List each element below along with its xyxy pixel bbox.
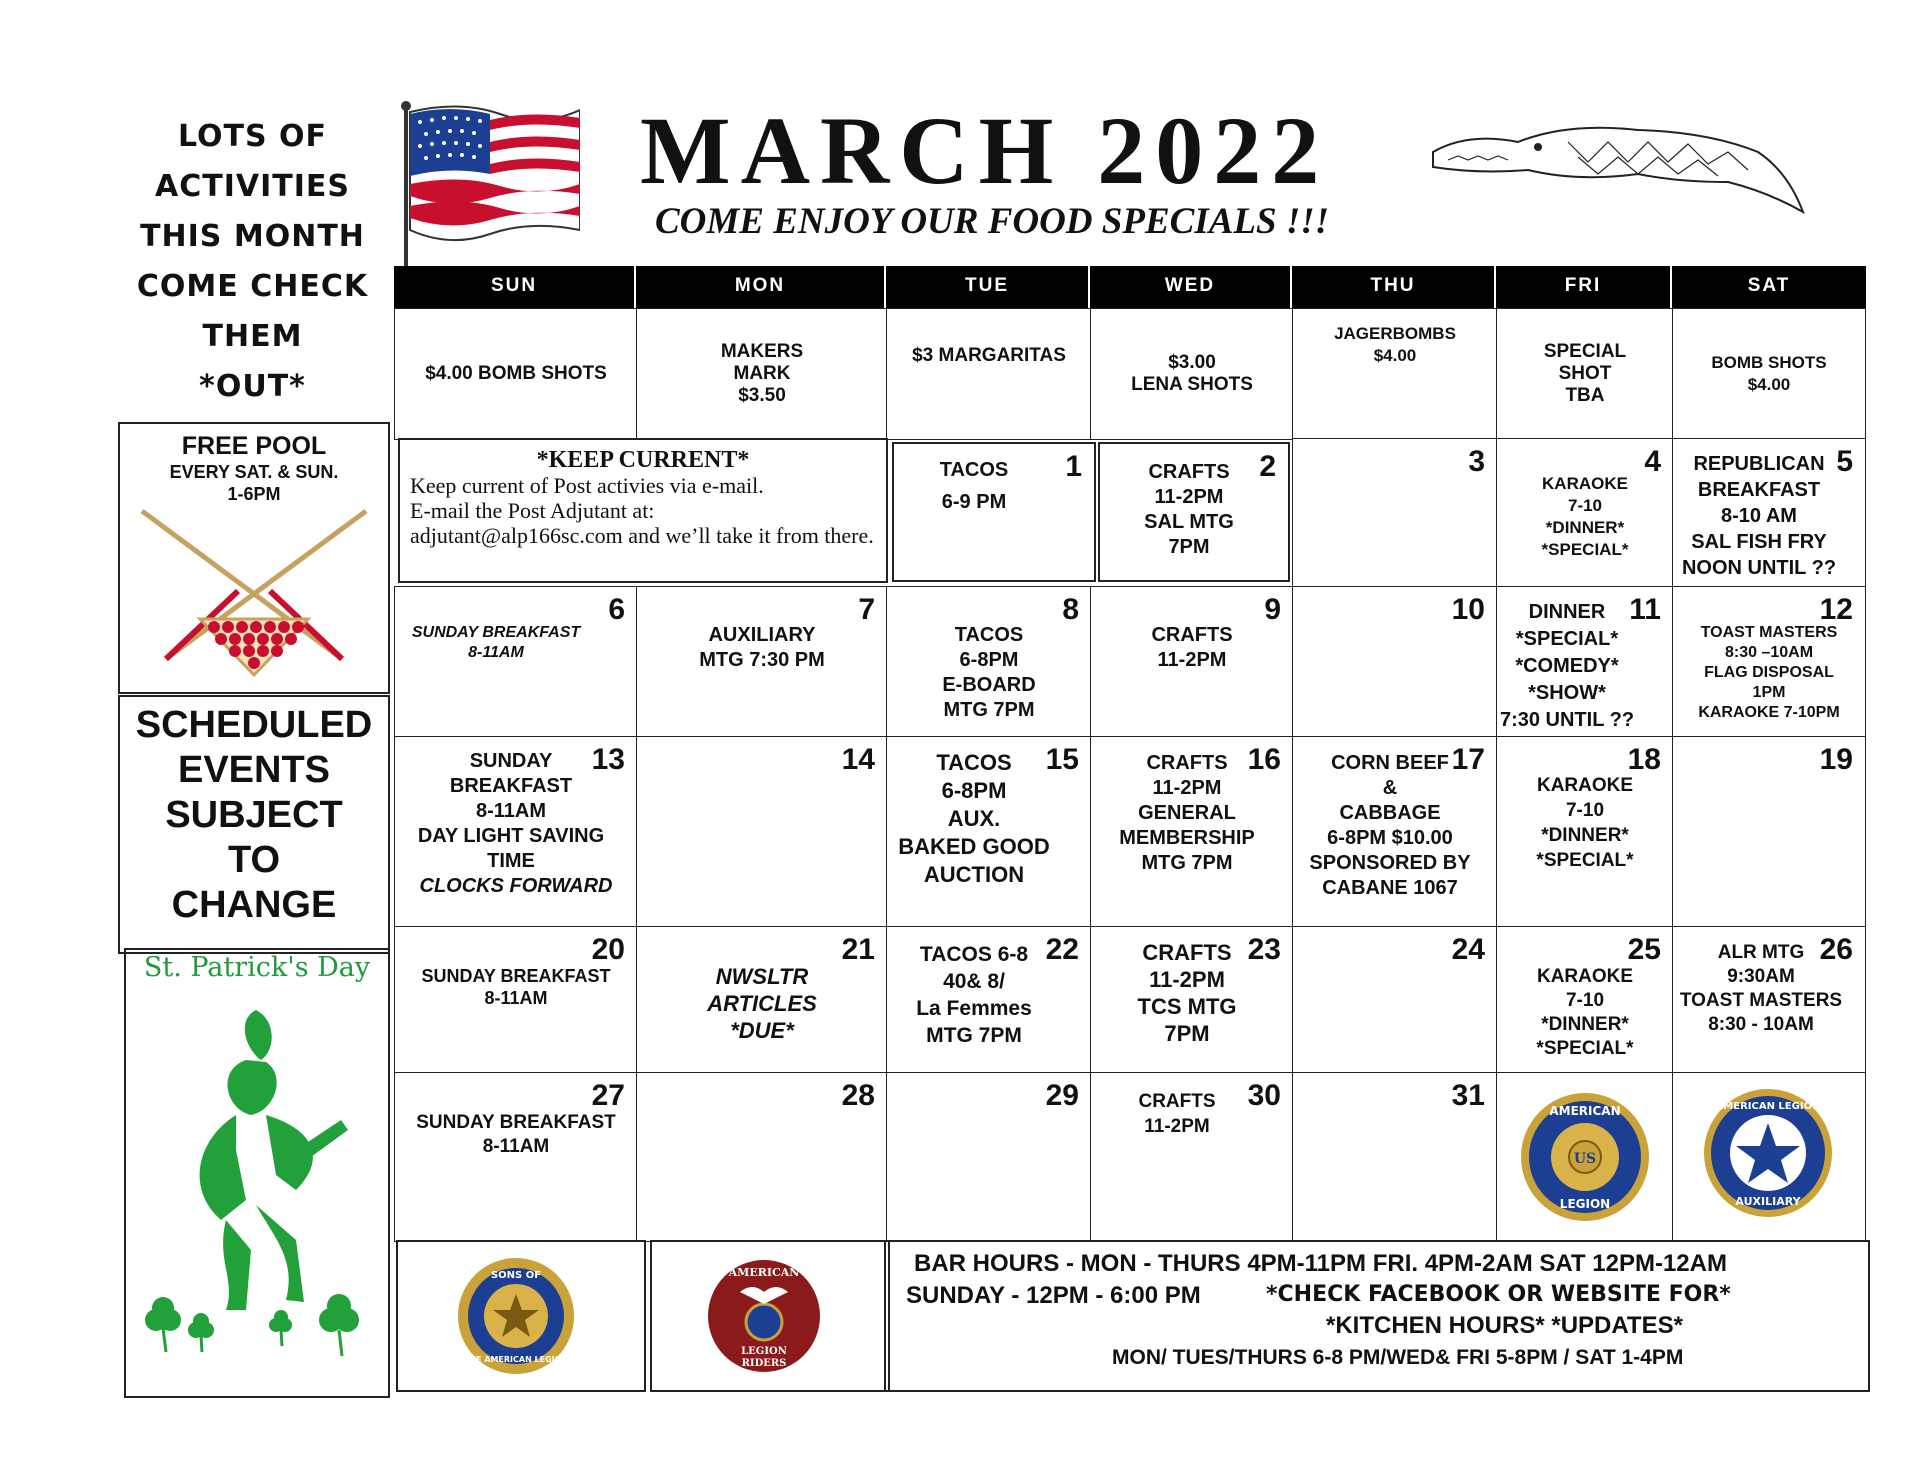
legion-logo-top: AMERICAN bbox=[1549, 1104, 1621, 1118]
clocks-forward: CLOCKS FORWARD bbox=[419, 875, 613, 897]
day-cell-6: 6 SUNDAY BREAKFAST 8-11AM bbox=[394, 586, 638, 738]
weekday-header-row bbox=[394, 266, 1866, 308]
day-cell-13: 13 SUNDAY BREAKFAST 8-11AM DAY LIGHT SAVING TIME CLOCKS FORWARD bbox=[394, 736, 638, 928]
page-title: MARCH 2022 bbox=[640, 97, 1330, 204]
keep-current-line2: E-mail the Post Adjutant at: bbox=[410, 498, 655, 523]
day-cell-30: 30 CRAFTS 11-2PM bbox=[1090, 1072, 1294, 1242]
side-line: THIS MONTH bbox=[140, 219, 365, 254]
special-thu: JAGERBOMBS $4.00 bbox=[1292, 308, 1498, 440]
svg-text:US: US bbox=[1573, 1151, 1597, 1167]
day-cell-28: 28 bbox=[636, 1072, 888, 1242]
sons-logo-bottom: THE AMERICAN LEGION bbox=[463, 1355, 569, 1364]
kitchen-hours-detail: MON/ TUES/THURS 6-8 PM/WED& FRI 5-8PM / SAT 1-4PM bbox=[1112, 1346, 1684, 1369]
side-line: COME CHECK bbox=[136, 269, 369, 304]
day-cell-27: 27 SUNDAY BREAKFAST 8-11AM bbox=[394, 1072, 638, 1242]
special-wed: $3.00 LENA SHOTS bbox=[1090, 308, 1294, 440]
day-cell-10: 10 bbox=[1292, 586, 1498, 738]
scheduled-events-box bbox=[118, 695, 390, 954]
kitchen-hours: *KITCHEN HOURS* *UPDATES* bbox=[1326, 1312, 1683, 1339]
day-cell-4: 4 KARAOKE 7-10 *DINNER* *SPECIAL* bbox=[1496, 438, 1674, 588]
day-cell-17: 17 CORN BEEF & CABBAGE 6-8PM $10.00 SPONSORED BY CABANE 1067 bbox=[1292, 736, 1498, 928]
day-cell-29: 29 bbox=[886, 1072, 1092, 1242]
header-sat: SAT bbox=[1747, 275, 1791, 296]
american-flag-icon bbox=[400, 100, 580, 270]
special-tue: $3 MARGARITAS bbox=[886, 308, 1092, 440]
bar-hours-box bbox=[884, 1240, 1870, 1392]
alligator-icon bbox=[1428, 112, 1808, 242]
sched-line: SCHEDULED bbox=[135, 704, 373, 746]
day-cell-31: 31 bbox=[1292, 1072, 1498, 1242]
sched-line: CHANGE bbox=[171, 884, 337, 926]
sons-logo-box bbox=[396, 1240, 646, 1392]
day-cell-15: 15 TACOS 6-8PM AUX. BAKED GOOD AUCTION bbox=[886, 736, 1092, 928]
side-banner bbox=[100, 112, 405, 412]
bar-hours-sunday: SUNDAY - 12PM - 6:00 PM bbox=[906, 1282, 1201, 1309]
page-subtitle: COME ENJOY OUR FOOD SPECIALS !!! bbox=[655, 201, 1330, 242]
day-cell-7: 7 AUXILIARY MTG 7:30 PM bbox=[636, 586, 888, 738]
bar-hours-check: *CHECK FACEBOOK OR WEBSITE FOR* bbox=[1266, 1282, 1731, 1307]
day-cell-8: 8 TACOS 6-8PM E-BOARD MTG 7PM bbox=[886, 586, 1092, 738]
side-line: ACTIVITIES bbox=[155, 169, 350, 204]
keep-current-box bbox=[398, 438, 888, 583]
auxiliary-logo-cell bbox=[1672, 1072, 1866, 1242]
sons-logo-top: SONS OF bbox=[490, 1270, 542, 1281]
side-line: *OUT* bbox=[199, 369, 306, 404]
st-patricks-box bbox=[124, 948, 390, 1398]
day-cell-21: 21 NWSLTR ARTICLES *DUE* bbox=[636, 926, 888, 1074]
sched-line: EVENTS bbox=[177, 749, 331, 791]
keep-current-line1: Keep current of Post activies via e-mail. bbox=[410, 473, 764, 498]
day-cell-23: 23 CRAFTS 11-2PM TCS MTG 7PM bbox=[1090, 926, 1294, 1074]
riders-logo-top: AMERICAN bbox=[728, 1266, 800, 1279]
special-sat: BOMB SHOTS $4.00 bbox=[1672, 308, 1866, 440]
day-cell-24: 24 bbox=[1292, 926, 1498, 1074]
aux-logo-top: AMERICAN LEGION bbox=[1715, 1101, 1821, 1112]
day-cell-26: 26 ALR MTG 9:30AM TOAST MASTERS 8:30 - 10AM bbox=[1672, 926, 1866, 1074]
riders-logo-box bbox=[650, 1240, 890, 1392]
leprechaun-icon bbox=[126, 990, 388, 1390]
day-cell-22: 22 TACOS 6-8 40& 8/ La Femmes MTG 7PM bbox=[886, 926, 1092, 1074]
keep-current-title: *KEEP CURRENT* bbox=[536, 447, 750, 473]
header-sun: SUN bbox=[394, 266, 636, 308]
day-cell-18: 18 KARAOKE 7-10 *DINNER* *SPECIAL* bbox=[1496, 736, 1674, 928]
pool-days: EVERY SAT. & SUN. bbox=[169, 462, 339, 482]
side-line: LOTS OF bbox=[177, 119, 328, 154]
day-cell-1: 1 TACOS 6-9 PM bbox=[892, 442, 1096, 582]
sched-line: SUBJECT bbox=[165, 794, 343, 836]
day-cell-20: 20 SUNDAY BREAKFAST 8-11AM bbox=[394, 926, 638, 1074]
special-fri: SPECIAL SHOT TBA bbox=[1496, 308, 1674, 440]
side-line: THEM bbox=[202, 319, 303, 354]
pool-hours: 1-6PM bbox=[227, 484, 281, 504]
header-wed: WED bbox=[1090, 266, 1292, 308]
day-cell-16: 16 CRAFTS 11-2PM GENERAL MEMBERSHIP MTG 7PM bbox=[1090, 736, 1294, 928]
day-cell-14: 14 bbox=[636, 736, 888, 928]
free-pool-box bbox=[118, 422, 390, 694]
special-mon: MAKERS MARK $3.50 bbox=[636, 308, 888, 440]
american-legion-emblem-icon bbox=[1497, 1073, 1671, 1239]
day-cell-3: 3 bbox=[1292, 438, 1498, 588]
header-thu: THU bbox=[1292, 266, 1496, 308]
header-fri: FRI bbox=[1496, 266, 1672, 308]
auxiliary-emblem-icon bbox=[1673, 1073, 1863, 1239]
st-patricks-title: St. Patrick's Day bbox=[143, 952, 371, 983]
header-mon: MON bbox=[636, 266, 886, 308]
aux-logo-bottom: AUXILIARY bbox=[1735, 1195, 1801, 1208]
riders-logo-bottom: RIDERS bbox=[741, 1358, 787, 1369]
sched-line: TO bbox=[227, 839, 281, 881]
riders-logo-mid: LEGION bbox=[741, 1346, 787, 1357]
day-cell-9: 9 CRAFTS 11-2PM bbox=[1090, 586, 1294, 738]
day-cell-5: 5 REPUBLICAN BREAKFAST 8-10 AM SAL FISH FRY NOON UNTIL ?? bbox=[1672, 438, 1866, 588]
american-legion-logo-cell bbox=[1496, 1072, 1674, 1242]
day-cell-25: 25 KARAOKE 7-10 *DINNER* *SPECIAL* bbox=[1496, 926, 1674, 1074]
day-cell-19: 19 bbox=[1672, 736, 1866, 928]
legion-logo-bottom: LEGION bbox=[1559, 1197, 1611, 1211]
header-tue: TUE bbox=[886, 266, 1090, 308]
legion-riders-emblem-icon bbox=[652, 1242, 888, 1390]
keep-current-line3: adjutant@alp166sc.com and we’ll take it from there. bbox=[410, 523, 874, 548]
pool-title: FREE POOL bbox=[181, 432, 327, 460]
bar-hours-line1: BAR HOURS - MON - THURS 4PM-11PM FRI. 4PM-2AM SAT 12PM-12AM bbox=[914, 1250, 1727, 1277]
day-cell-2: 2 CRAFTS 11-2PM SAL MTG 7PM bbox=[1098, 442, 1290, 582]
pool-cues-icon bbox=[120, 505, 388, 685]
day-cell-12: 12 TOAST MASTERS 8:30 –10AM FLAG DISPOSAL 1PM KARAOKE 7-10PM bbox=[1672, 586, 1866, 738]
special-sun: $4.00 BOMB SHOTS bbox=[394, 308, 638, 440]
day-cell-11: 11 DINNER *SPECIAL* *COMEDY* *SHOW* 7:30 UNTIL ?? bbox=[1496, 586, 1674, 738]
sons-of-legion-emblem-icon bbox=[398, 1242, 644, 1390]
